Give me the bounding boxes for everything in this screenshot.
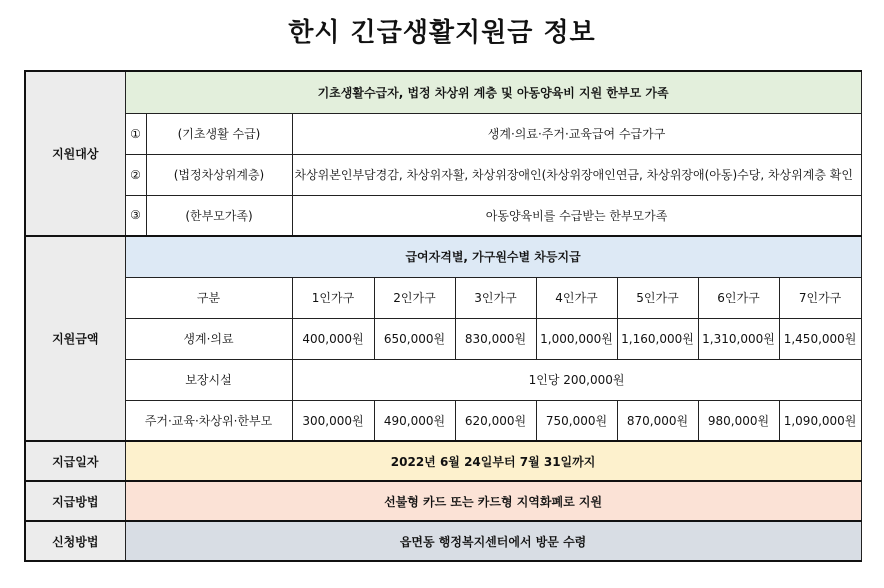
amount-cell: 620,000원 — [455, 400, 536, 441]
amount-cell: 1,090,000원 — [779, 400, 861, 441]
amount-cell: 980,000원 — [698, 400, 779, 441]
target-header: 기초생활수급자, 법정 차상위 계층 및 아동양육비 지원 한부모 가족 — [125, 71, 861, 113]
row-name-housing: 주거·교육·차상위·한부모 — [125, 400, 292, 441]
amount-label: 지원금액 — [25, 236, 125, 441]
date-value: 2022년 6월 24일부터 7월 31일까지 — [125, 441, 861, 481]
target-label: 지원대상 — [25, 71, 125, 236]
page-title: 한시 긴급생활지원금 정보 — [288, 18, 596, 48]
col-household-4: 4인가구 — [536, 277, 617, 318]
date-label: 지급일자 — [25, 441, 125, 481]
target-category-1: (기초생활 수급) — [146, 113, 292, 154]
apply-label: 신청방법 — [25, 521, 125, 561]
col-household-5: 5인가구 — [617, 277, 698, 318]
row-name-facility: 보장시설 — [125, 359, 292, 400]
col-household-7: 7인가구 — [779, 277, 861, 318]
col-household-3: 3인가구 — [455, 277, 536, 318]
amount-cell: 650,000원 — [374, 318, 455, 359]
target-num-3: ③ — [125, 195, 146, 236]
target-category-3: (한부모가족) — [146, 195, 292, 236]
amount-cell: 750,000원 — [536, 400, 617, 441]
target-detail-1: 생계·의료·주거·교육급여 수급가구 — [292, 113, 861, 154]
amount-cell: 1,450,000원 — [779, 318, 861, 359]
support-info-table — [24, 70, 862, 562]
amount-cell: 870,000원 — [617, 400, 698, 441]
target-category-2: (법정차상위계층) — [146, 154, 292, 195]
amount-cell: 400,000원 — [292, 318, 374, 359]
amount-cell: 1,310,000원 — [698, 318, 779, 359]
amount-col-label: 구분 — [125, 277, 292, 318]
target-num-1: ① — [125, 113, 146, 154]
method-label: 지급방법 — [25, 481, 125, 521]
facility-amount: 1인당 200,000원 — [292, 359, 861, 400]
target-detail-2: 차상위본인부담경감, 차상위자활, 차상위장애인(차상위장애인연금, 차상위장애(아동)수당, 차상위계층 확인 — [294, 168, 853, 182]
col-household-1: 1인가구 — [292, 277, 374, 318]
amount-cell: 830,000원 — [455, 318, 536, 359]
method-value: 선불형 카드 또는 카드형 지역화폐로 지원 — [125, 481, 861, 521]
row-name-livelihood: 생계·의료 — [125, 318, 292, 359]
target-num-2: ② — [125, 154, 146, 195]
amount-cell: 1,160,000원 — [617, 318, 698, 359]
amount-header: 급여자격별, 가구원수별 차등지급 — [125, 236, 861, 277]
col-household-2: 2인가구 — [374, 277, 455, 318]
col-household-6: 6인가구 — [698, 277, 779, 318]
amount-cell: 300,000원 — [292, 400, 374, 441]
target-detail-3: 아동양육비를 수급받는 한부모가족 — [292, 195, 861, 236]
apply-value: 읍면동 행정복지센터에서 방문 수령 — [125, 521, 861, 561]
amount-cell: 1,000,000원 — [536, 318, 617, 359]
amount-cell: 490,000원 — [374, 400, 455, 441]
